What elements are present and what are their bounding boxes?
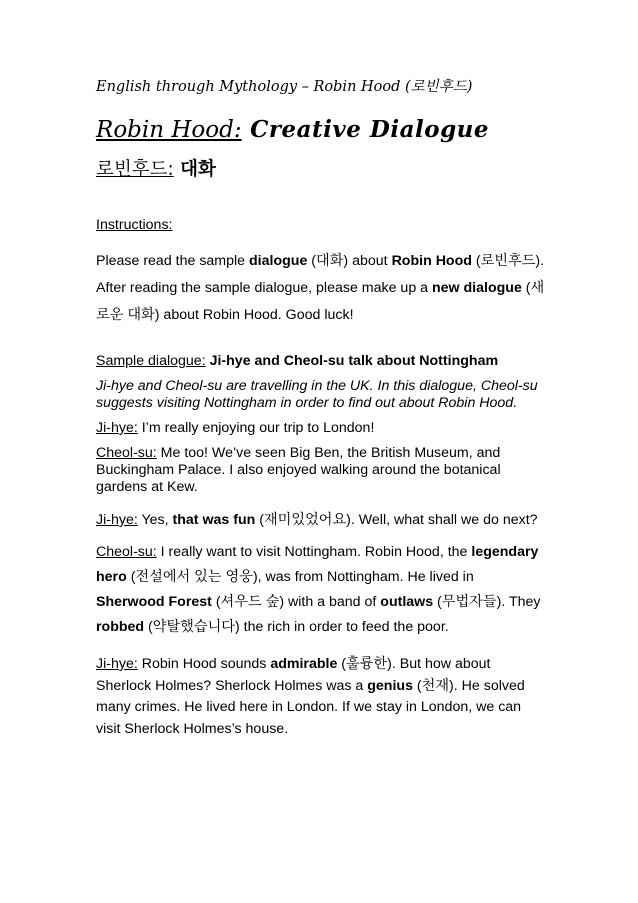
line-text: (전설에서 있는 영웅), was from Nottingham. He lived in bbox=[126, 569, 474, 585]
line-text: Me too! We’ve seen Big Ben, the British Museum, and Buckingham Palace. I also enjoyed walking around the botanical gardens at Kew. bbox=[96, 445, 501, 495]
vocab-dialogue: dialogue bbox=[249, 253, 308, 269]
line-text: I really want to visit Nottingham. Robin Hood, the bbox=[156, 544, 472, 560]
text: (대화) about bbox=[307, 253, 392, 269]
speaker-label: Cheol-su: bbox=[96, 445, 157, 461]
speaker-label: Ji-hye: bbox=[96, 420, 138, 436]
dialogue-line bbox=[96, 445, 546, 496]
line-text: (셔우드 숲) with a band of bbox=[211, 594, 381, 610]
dialogue-line bbox=[96, 510, 546, 531]
line-text: (천재). He solved many crimes. He lived here in London. If we stay in London, we can visit Sherlock Holmes’s house. bbox=[96, 677, 525, 737]
sample-label: Sample dialogue: bbox=[96, 353, 206, 369]
korean-title-dialogue: 대화 bbox=[173, 159, 216, 180]
text: (새로운 대화) about Robin Hood. Good luck! bbox=[96, 280, 545, 323]
vocab-admirable: admirable bbox=[270, 656, 338, 672]
line-text: (재미있었어요). Well, what shall we do next? bbox=[255, 512, 538, 528]
dialogue-line bbox=[96, 540, 546, 640]
vocab-outlaws: outlaws bbox=[380, 594, 434, 610]
line-text: I’m really enjoying our trip to London! bbox=[137, 420, 375, 436]
text: (로빈후드). After reading the sample dialogue, please make up a bbox=[96, 253, 545, 296]
korean-title-robin-hood: 로빈후드: bbox=[96, 159, 174, 180]
speaker-label: Cheol-su: bbox=[96, 544, 157, 560]
vocab-genius: genius bbox=[367, 677, 413, 694]
page-title bbox=[96, 116, 546, 144]
sample-heading bbox=[96, 352, 546, 370]
speaker-label: Ji-hye: bbox=[96, 512, 138, 528]
vocab-sherwood-forest: Sherwood Forest bbox=[96, 594, 212, 610]
vocab-robin-hood: Robin Hood bbox=[391, 253, 472, 269]
line-text: Yes, bbox=[137, 512, 173, 528]
line-text: (약탈했습니다) the rich in order to feed the poor. bbox=[144, 619, 449, 635]
series-header: English through Mythology – Robin Hood (로빈후드) bbox=[96, 79, 473, 95]
dialogue-line bbox=[96, 420, 546, 437]
instructions-heading: Instructions: bbox=[96, 217, 173, 233]
scene-description: Ji-hye and Cheol-su are travelling in the UK. In this dialogue, Cheol-su suggests visiting Nottingham in order to find out about Robin Hood. bbox=[96, 378, 538, 411]
vocab-legendary-hero: legendary hero bbox=[96, 544, 539, 585]
dialogue-line bbox=[96, 654, 546, 740]
title-creative-dialogue: Creative Dialogue bbox=[241, 116, 490, 143]
vocab-new-dialogue: new dialogue bbox=[431, 280, 522, 296]
speaker-label: Ji-hye: bbox=[96, 656, 138, 672]
line-text: Robin Hood sounds bbox=[137, 656, 271, 672]
instructions-text bbox=[96, 248, 546, 329]
document-page bbox=[96, 78, 546, 740]
vocab-that-was-fun: that was fun bbox=[172, 512, 256, 528]
line-text: (무법자들). They bbox=[433, 594, 541, 610]
text: Please read the sample bbox=[96, 253, 250, 269]
line-text: (훌륭한). But how about Sherlock Holmes? Sherlock Holmes was a bbox=[96, 656, 491, 694]
sample-title: Ji-hye and Cheol-su talk about Nottingham bbox=[205, 353, 499, 369]
title-robin-hood: Robin Hood: bbox=[96, 117, 242, 143]
korean-title bbox=[96, 158, 546, 182]
vocab-robbed: robbed bbox=[96, 619, 145, 635]
